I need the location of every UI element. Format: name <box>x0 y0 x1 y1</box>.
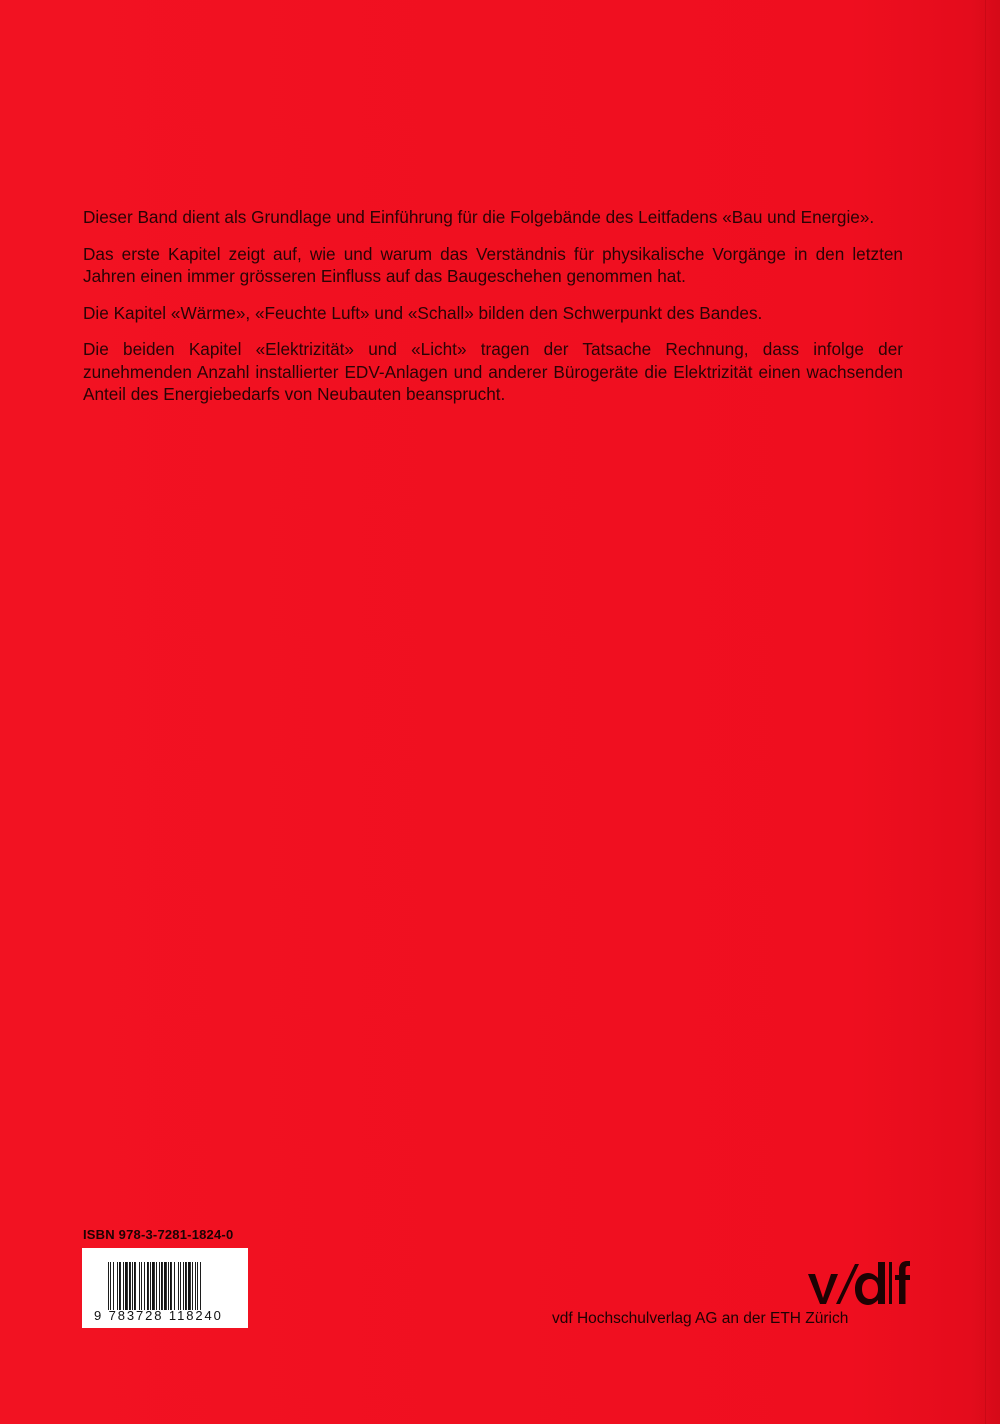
blurb-paragraph-1: Dieser Band dient als Grundlage und Einführung für die Folgebände des Leitfadens «Bau und Energie». <box>83 207 875 227</box>
blurb-paragraph-3: Die Kapitel «Wärme», «Feuchte Luft» und «Schall» bilden den Schwerpunkt des Bandes. <box>83 302 763 323</box>
blurb-paragraph-4: Die beiden Kapitel «Elektrizität» und «Licht» tragen der Tatsache Rechnung, dass infolge der zunehmenden Anzahl installierter EDV-Anlagen und anderer Bürogeräte die Elektrizität einen wachsenden Anteil des Energiebedarfs von Neubauten beansprucht. <box>83 339 903 404</box>
vdf-logo <box>806 1260 910 1306</box>
publisher-name: vdf Hochschulverlag AG an der ETH Zürich <box>552 1310 849 1327</box>
barcode <box>82 1248 248 1328</box>
blurb-paragraph-2: Das erste Kapitel zeigt auf, wie und warum das Verständnis für physikalische Vorgänge in den letzten Jahren einen immer grösseren Einfluss auf das Baugeschehen genommen hat. <box>83 243 903 286</box>
isbn-label: ISBN 978-3-7281-1824-0 <box>83 1227 234 1242</box>
blurb-text <box>83 206 903 420</box>
barcode-bars <box>108 1262 236 1310</box>
barcode-number: 9 783728 118240 <box>94 1308 223 1323</box>
cover-edge <box>985 0 986 1424</box>
